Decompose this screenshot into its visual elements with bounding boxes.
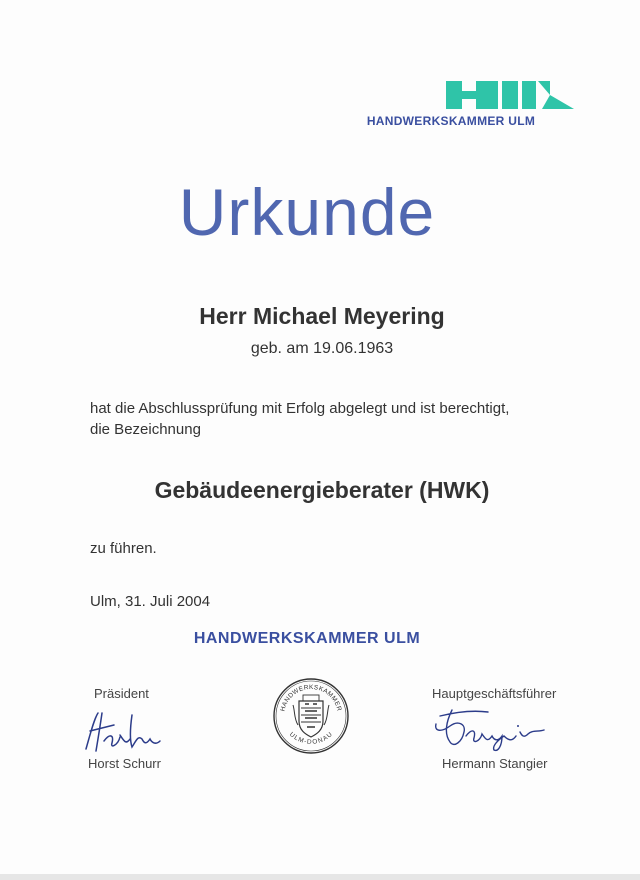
certificate-body (90, 398, 590, 440)
logo-caption: HANDWERKSKAMMER ULM (366, 114, 536, 128)
birth-date: geb. am 19.06.1963 (250, 340, 394, 357)
body-line-1: hat die Abschlussprüfung mit Erfolg abgelegt und ist berechtigt, (90, 400, 510, 417)
seal-bottom-text: ULM-DONAU (287, 730, 335, 746)
left-signature (80, 705, 164, 755)
recipient-name: Herr Michael Meyering (199, 303, 445, 329)
right-signatory-role: Hauptgeschäftsführer (432, 686, 557, 701)
certificate-title: Urkunde (178, 175, 436, 249)
issuer-name: HANDWERKSKAMMER ULM (193, 630, 421, 647)
qualification-title: Gebäudeenergieberater (HWK) (154, 477, 490, 503)
place-date: Ulm, 31. Juli 2004 (90, 593, 211, 610)
scan-edge (0, 874, 640, 880)
hwk-logo (446, 81, 574, 109)
left-signatory-name: Horst Schurr (88, 756, 161, 771)
seal-top-text: HANDWERKSKAMMER (279, 683, 343, 713)
chamber-seal (272, 677, 350, 755)
body-line-2: die Bezeichnung (90, 421, 201, 438)
right-signature (432, 702, 548, 754)
svg-text:ULM-DONAU (288, 731, 334, 746)
closing-text: zu führen. (90, 540, 157, 557)
left-signatory-role: Präsident (94, 686, 149, 701)
right-signatory-name: Hermann Stangier (442, 756, 548, 771)
